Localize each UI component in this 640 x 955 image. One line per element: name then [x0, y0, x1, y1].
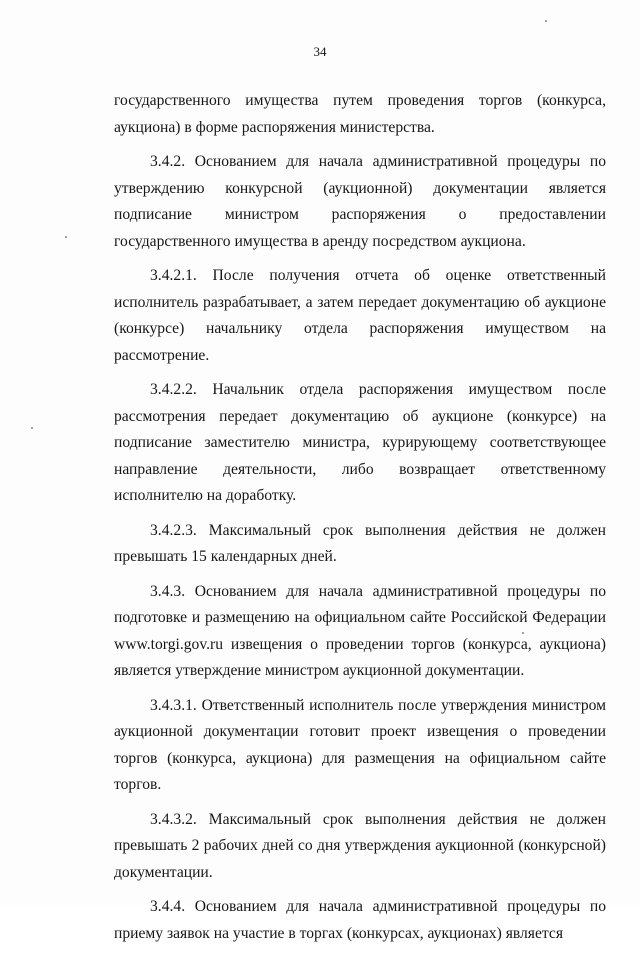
- paragraph-3-4-4: 3.4.4. Основанием для начала административной процедуры по приему заявок на участие в торгах (конкурсах, аукционах) является: [114, 898, 606, 942]
- paragraph-3-4-2-2: 3.4.2.2. Начальник отдела распоряжения имуществом после рассмотрения передает документацию об аукционе (конкурсе) на подписание заместителю министра, курирующему соответствующее направление деятельности, либо возвращает ответственному исполнителю на доработку.: [114, 381, 606, 504]
- paragraph-3-4-2-3: 3.4.2.3. Максимальный срок выполнения действия не должен превышать 15 календарных дней.: [114, 521, 606, 565]
- document-body: [114, 88, 606, 955]
- paragraph-3-4-2: 3.4.2. Основанием для начала административной процедуры по утверждению конкурсной (аукционной) документации является подписание министром распоряжения о предоставлении государственного имущества в аренду посредством аукциона.: [114, 153, 606, 250]
- page-number: 34: [313, 44, 327, 59]
- paragraph-3-4-2-1: 3.4.2.1. После получения отчета об оценке ответственный исполнитель разрабатывает, а затем передает документацию об аукционе (конкурсе) начальнику отдела распоряжения имуществом на рассмотрение.: [114, 267, 606, 364]
- paragraph-continuation: государственного имущества путем проведения торгов (конкурса, аукциона) в форме распоряжения министерства.: [114, 92, 606, 136]
- scan-speck: [31, 427, 33, 429]
- scan-speck: [545, 20, 547, 22]
- paragraph-3-4-3-1: 3.4.3.1. Ответственный исполнитель после утверждения министром аукционной документации готовит проект извещения о проведении торгов (конкурса, аукциона) для размещения на официальном сайте торгов.: [114, 696, 606, 793]
- paragraph-3-4-3-2: 3.4.3.2. Максимальный срок выполнения действия не должен превышать 2 рабочих дней со дня утверждения аукционной (конкурсной) документации.: [114, 810, 606, 881]
- scan-speck: [65, 236, 67, 238]
- paragraph-3-4-3: 3.4.3. Основанием для начала административной процедуры по подготовке и размещению на официальном сайте Российской Федерации www.torgi.gov.ru извещения о проведении торгов (конкурса, аукциона) является утверждение министром аукционной документации.: [114, 582, 606, 679]
- scan-speck: [522, 632, 524, 634]
